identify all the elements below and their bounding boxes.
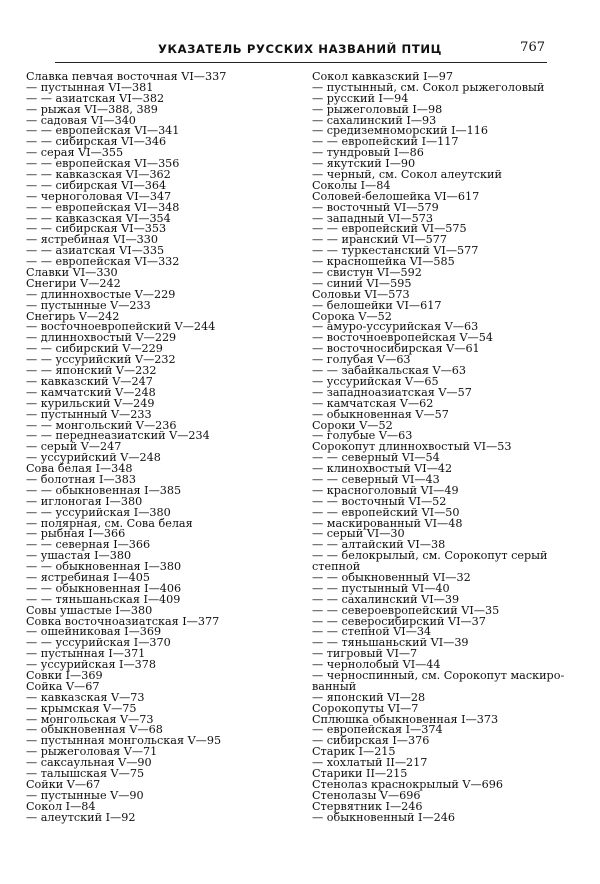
page-number: 767 [520,40,545,55]
index-entry: — пустынная VI—381 [26,80,154,94]
index-entry: — пустынная монгольская V—95 [26,734,222,748]
index-entry: Соколы I—84 [312,178,391,192]
index-entry: — амуро-уссурийская V—63 [312,320,479,334]
index-entry: — — европейская VI—341 [26,124,180,138]
index-entry: — — европейская VI—356 [26,157,180,171]
index-entry: — сибирская I—376 [312,734,430,748]
index-entry: — серый VI—30 [312,527,405,541]
index-entry: Сороки V—52 [312,418,393,432]
index-entry: — — европейский I—117 [312,135,459,149]
page-header [55,38,545,60]
index-entry: Совка восточноазиатская I—377 [26,614,220,628]
index-entry: — красношейка VI—585 [312,255,455,269]
index-entry: Сокол кавказский I—97 [312,70,453,83]
index-entry: — голубые V—63 [312,429,413,443]
index-entry: — — сахалинский VI—39 [312,592,460,606]
index-entry: — — переднеазиатский V—234 [26,429,210,443]
index-entry: — — тяньшаньская I—409 [26,592,181,606]
index-entry: — — сибирская VI—346 [26,135,167,149]
index-entry: — восточноевропейская V—54 [312,331,493,345]
index-entry: — — европейская VI—348 [26,200,180,214]
index-entry: Соловей-белошейка VI—617 [312,189,480,203]
index-entry: — западноазиатская V—57 [312,385,472,399]
index-entry: — европейская I—374 [312,723,443,737]
index-entry: — кавказская V—73 [26,690,145,704]
index-entry: — рыжеголовая V—71 [26,745,158,759]
index-entry: — восточноевропейский V—244 [26,320,216,334]
index-entry: — талышская V—75 [26,767,145,780]
index-entry: ванный [312,679,357,693]
index-entry: Сокол I—84 [26,799,96,813]
index-entry: — пустынная I—371 [26,647,146,661]
index-entry: — восточный VI—579 [312,200,439,214]
index-entry: степной [312,560,361,574]
index-entry: — кавказский V—247 [26,374,153,388]
index-entry: — — кавказская VI—362 [26,168,171,182]
index-entry: — — североевропейский VI—35 [312,603,500,617]
index-entry: — монгольская V—73 [26,712,154,726]
index-entry: — — японский V—232 [26,364,157,378]
index-entry: — — уссурийская I—370 [26,636,171,650]
index-entry: — — сибирская VI—364 [26,178,167,192]
index-entry: — камчатская V—62 [312,396,434,410]
index-entry: — клинохвостый VI—42 [312,462,453,476]
index-entry: — — обыкновенная I—380 [26,560,182,574]
index-entry: — — уссурийский V—232 [26,353,176,367]
index-entry: — — уссурийская I—380 [26,505,171,519]
index-entry: — японский VI—28 [312,690,426,704]
index-entry: — хохлатый II—217 [312,756,428,770]
index-entry: Стенолаз краснокрылый V—696 [312,777,503,791]
index-entry: — — северная I—366 [26,538,151,552]
index-entry: Сплюшка обыкновенная I—373 [312,712,499,726]
index-entry: Славка певчая восточная VI—337 [26,70,227,83]
index-entry: — — белокрылый, см. Сорокопут серый [312,549,548,563]
index-entry: — тундровый I—86 [312,146,424,160]
index-entry: Совы ушастые I—380 [26,603,153,617]
index-entry: — черноспинный, см. Сорокопут маскиро- [312,668,565,682]
index-entry: — свистун VI—592 [312,266,422,280]
index-entry: Старик I—215 [312,745,396,759]
index-entry: — — северный VI—43 [312,472,440,486]
index-entry: Сорока V—52 [312,309,392,323]
index-entry: — полярная, см. Сова белая [26,516,193,530]
index-entry: — белошейки VI—617 [312,298,442,312]
index-entry: — алеутский I—92 [26,810,136,824]
index-entry: — — северный VI—54 [312,451,440,465]
index-entry: — — степной VI—34 [312,625,432,639]
index-entry: — восточносибирская V—61 [312,342,480,356]
index-entry: — — кавказская VI—354 [26,211,171,225]
index-entry: — камчатский V—248 [26,385,156,399]
index-entry: — — европейский VI—50 [312,505,460,519]
index-entry: — уссурийский V—248 [26,451,161,465]
index-entry: — — монгольский V—236 [26,418,177,432]
index-entry: Соловьи VI—573 [312,287,410,301]
index-entry: — ошейниковая I—369 [26,625,162,639]
index-entry: — пустынный V—233 [26,407,152,421]
index-entry: Сова белая I—348 [26,462,133,476]
index-entry: — обыкновенная V—57 [312,407,449,421]
index-entry: — — сибирский V—229 [26,342,163,356]
index-entry: — пустынные V—90 [26,788,144,802]
index-entry: — саксаульная V—90 [26,756,152,770]
left-index-column [26,72,288,823]
index-entry: — обыкновенный I—246 [312,810,456,824]
running-title: УКАЗАТЕЛЬ РУССКИХ НАЗВАНИЙ ПТИЦ [157,42,443,56]
index-entry: — ушастая I—380 [26,549,132,563]
index-entry: — длиннохвостые V—229 [26,287,176,301]
index-entry: Сорокопуты VI—7 [312,701,419,715]
index-entry: Снегири V—242 [26,276,121,290]
index-entry: — иглоногая I—380 [26,494,143,508]
index-entry: — — европейская VI—332 [26,255,180,269]
index-entry: — рыжая VI—388, 389 [26,102,158,116]
index-entry: — — азиатская VI—382 [26,91,165,105]
index-entry: — — северосибирский VI—37 [312,614,486,628]
index-entry: — — забайкальская V—63 [312,364,467,378]
index-entry: — сахалинский I—93 [312,113,437,127]
index-entry: — рыбная I—366 [26,527,126,541]
index-entry: — — тяньшаньский VI—39 [312,636,469,650]
header-rule [55,62,547,63]
index-entry: — рыжеголовый I—98 [312,102,443,116]
index-entry: Совки I—369 [26,668,103,682]
index-entry: — русский I—94 [312,91,409,105]
index-entry: — — обыкновенная I—385 [26,483,182,497]
index-entry: — средиземноморский I—116 [312,124,489,138]
index-entry: — ястребиная I—405 [26,570,150,584]
index-entry: — западный VI—573 [312,211,433,225]
index-entry: — длиннохвостый V—229 [26,331,177,345]
index-entry: — болотная I—383 [26,472,136,486]
index-entry: — — обыкновенный VI—32 [312,570,471,584]
index-entry: — серый V—247 [26,440,122,454]
index-entry: — чернолобый VI—44 [312,658,441,672]
index-entry: — — сибирская VI—353 [26,222,167,236]
index-entry: — пустынные V—233 [26,298,151,312]
index-entry: — маскированный VI—48 [312,516,463,530]
index-entry: — обыкновенная V—68 [26,723,163,737]
index-entry: — крымская V—75 [26,701,137,715]
index-entry: — — пустынный VI—40 [312,581,450,595]
index-entry: — уссурийская I—378 [26,658,157,672]
index-entry: — — восточный VI—52 [312,494,447,508]
index-entry: Сойка V—67 [26,679,100,693]
right-index-column [312,72,574,823]
index-entry: — — иранский VI—577 [312,233,447,247]
index-entry: Славки VI—330 [26,266,118,280]
index-entry: — — туркестанский VI—577 [312,244,479,258]
index-entry: Сорокопут длиннохвостый VI—53 [312,440,512,454]
index-entry: — уссурийская V—65 [312,374,439,388]
index-entry: — — обыкновенная I—406 [26,581,182,595]
index-entry: — синий VI—595 [312,276,412,290]
index-entry: — тигровый VI—7 [312,647,418,661]
index-entry: — якутский I—90 [312,157,416,171]
index-entry: — садовая VI—340 [26,113,136,127]
index-entry: — серая VI—355 [26,146,124,160]
index-entry: — голубая V—63 [312,353,411,367]
index-entry: — — европейский VI—575 [312,222,467,236]
index-entry: — — алтайский VI—38 [312,538,446,552]
index-entry: Сойки V—67 [26,777,101,791]
index-entry: Стенолазы V—696 [312,788,421,802]
index-entry: Снегирь V—242 [26,309,120,323]
index-entry: Старики II—215 [312,767,408,780]
index-entry: Стервятник I—246 [312,799,423,813]
index-entry: — курильский V—249 [26,396,155,410]
index-entry: — красноголовый VI—49 [312,483,459,497]
index-entry: — черноголовая VI—347 [26,189,172,203]
index-entry: — черный, см. Сокол алеутский [312,168,502,182]
index-entry: — — азиатская VI—335 [26,244,165,258]
index-entry: — ястребиная VI—330 [26,233,159,247]
index-entry: — пустынный, см. Сокол рыжеголовый [312,80,545,94]
